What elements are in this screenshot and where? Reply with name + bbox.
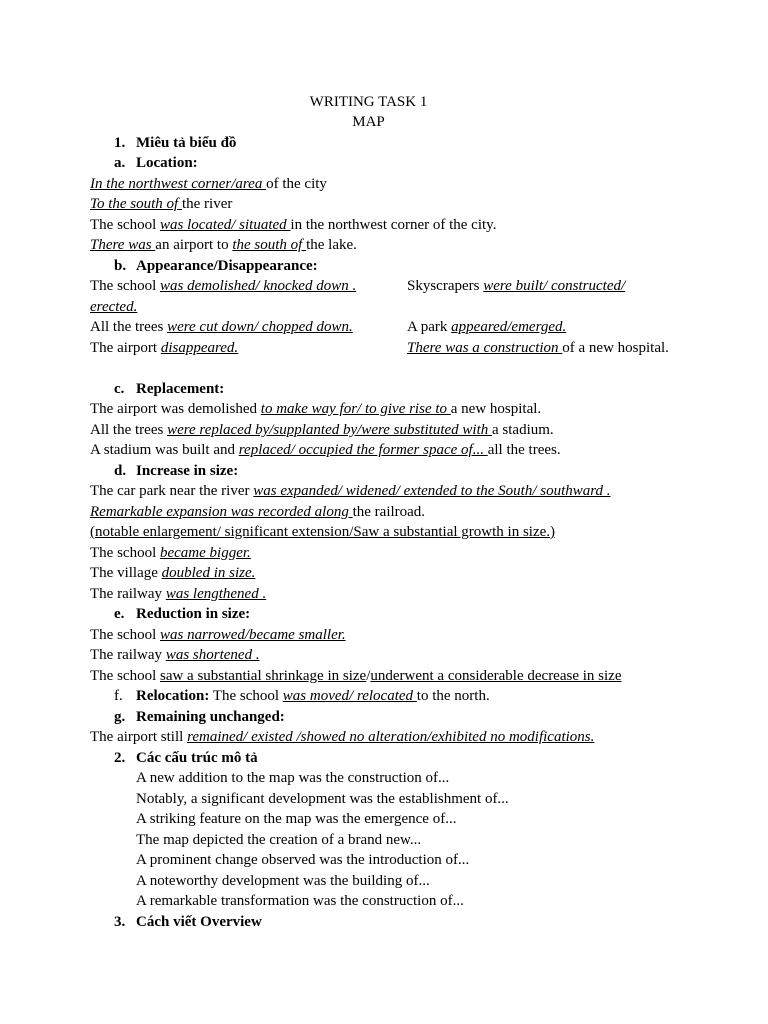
phrase: doubled in size. <box>161 565 256 581</box>
text: A stadium was built and <box>90 442 239 458</box>
text: a new hospital. <box>450 401 542 417</box>
text: the railroad. <box>352 504 426 520</box>
phrase: became bigger. <box>159 545 251 561</box>
text: Skyscrapers <box>407 278 484 294</box>
text: All the trees <box>90 422 168 438</box>
phrase: remained/ existed /showed no alteration/exhibited no modifications. <box>187 729 595 745</box>
subsection-label: Relocation: <box>136 688 210 704</box>
text-line <box>90 276 356 296</box>
section-label: Miêu tả biểu đồ <box>136 135 237 151</box>
phrase: (notable enlargement/ significant extension/Saw a substantial growth in size.) <box>90 524 556 540</box>
subsection-letter: a. <box>114 155 126 171</box>
phrase: underwent a considerable decrease in size <box>370 668 622 684</box>
subsection-letter: g. <box>114 709 126 725</box>
text-line <box>90 215 496 235</box>
section-1-heading <box>90 133 490 153</box>
subsection-e-heading <box>90 604 490 624</box>
subsection-f-line <box>90 686 590 706</box>
subsection-label: Replacement: <box>136 381 225 397</box>
phrase: was demolished/ knocked down . <box>159 278 357 294</box>
section-label: Các cấu trúc mô tả <box>136 750 258 766</box>
section-3-heading <box>90 912 490 932</box>
phrase: was located/ situated <box>159 217 291 233</box>
structure-item: The map depicted the creation of a brand new... <box>136 832 422 848</box>
text: The railway <box>90 586 166 602</box>
phrase: was moved/ relocated <box>282 688 417 704</box>
text: The car park near the river <box>90 483 254 499</box>
text: The school <box>90 627 160 643</box>
phrase: the south of <box>232 237 307 253</box>
text-line <box>90 399 541 419</box>
text-line-col2 <box>407 338 669 358</box>
text-line <box>90 235 357 255</box>
text: of a new hospital. <box>562 340 669 356</box>
text: The school <box>90 217 160 233</box>
structure-item: A remarkable transformation was the construction of... <box>136 893 464 909</box>
subsection-letter: e. <box>114 606 125 622</box>
text: A park <box>407 319 452 335</box>
relocation-text <box>136 686 490 706</box>
phrase: were replaced by/supplanted by/were substituted with <box>167 422 493 438</box>
phrase: to make way for/ to give rise to <box>260 401 451 417</box>
text: in the northwest corner of the city. <box>290 217 497 233</box>
text: The railway <box>90 647 166 663</box>
phrase: was lengthened . <box>165 586 267 602</box>
text-line <box>90 194 232 214</box>
section-number: 2. <box>114 750 126 766</box>
phrase: was narrowed/became smaller. <box>159 627 346 643</box>
text: All the trees <box>90 319 168 335</box>
text-line <box>90 625 346 645</box>
subsection-label: Increase in size: <box>136 463 239 479</box>
phrase: were cut down/ chopped down. <box>167 319 353 335</box>
text: The airport still <box>90 729 188 745</box>
text-line <box>90 645 260 665</box>
text-line <box>90 174 327 194</box>
subsection-b-heading <box>90 256 490 276</box>
text-line <box>90 543 251 563</box>
subsection-c-heading <box>90 379 490 399</box>
section-number: 1. <box>114 135 126 151</box>
phrase: disappeared. <box>160 340 239 356</box>
phrase: was shortened . <box>165 647 260 663</box>
text-line <box>90 502 425 522</box>
text-line <box>90 481 611 501</box>
doc-title-line2: MAP <box>352 114 385 130</box>
section-label: Cách viết Overview <box>136 914 262 930</box>
subsection-label: Reduction in size: <box>136 606 251 622</box>
subsection-a-heading <box>90 153 490 173</box>
text: The school <box>90 278 160 294</box>
phrase: was expanded/ widened/ extended to the South/ southward . <box>253 483 611 499</box>
structure-item: A prominent change observed was the introduction of... <box>136 852 470 868</box>
section-2-heading <box>90 748 490 768</box>
text: to the north. <box>416 688 490 704</box>
text-line <box>90 440 561 460</box>
structure-item: Notably, a significant development was the establishment of... <box>136 791 509 807</box>
phrase: Remarkable expansion was recorded along <box>90 504 353 520</box>
text-line <box>90 563 255 583</box>
section-number: 3. <box>114 914 126 930</box>
phrase: In the northwest corner/area <box>90 176 267 192</box>
text: all the trees. <box>487 442 561 458</box>
text: of the city <box>266 176 327 192</box>
text-line <box>90 317 353 337</box>
structure-item: A striking feature on the map was the emergence of... <box>136 811 457 827</box>
phrase: were built/ constructed/ <box>483 278 626 294</box>
subsection-letter: b. <box>114 258 127 274</box>
structure-item: A new addition to the map was the construction of... <box>136 770 450 786</box>
subsection-letter: c. <box>114 381 125 397</box>
phrase: erected. <box>90 299 138 315</box>
phrase: There was a construction <box>407 340 563 356</box>
text: The airport was demolished <box>90 401 261 417</box>
phrase: To the south of <box>90 196 182 212</box>
text: the river <box>181 196 233 212</box>
subsection-d-heading <box>90 461 490 481</box>
text-line <box>90 297 137 317</box>
subsection-letter: f. <box>114 688 123 704</box>
subsection-label: Location: <box>136 155 198 171</box>
text: The school <box>209 688 283 704</box>
text-line <box>90 522 555 542</box>
text: a stadium. <box>492 422 554 438</box>
phrase: replaced/ occupied the former space of... <box>238 442 488 458</box>
subsection-g-heading <box>90 707 490 727</box>
phrase: appeared/emerged. <box>451 319 567 335</box>
text-line <box>90 584 266 604</box>
text: the lake. <box>306 237 357 253</box>
text-line <box>90 666 622 686</box>
text-line <box>90 338 238 358</box>
text-line <box>90 420 554 440</box>
text-line-col2 <box>407 317 566 337</box>
subsection-letter: d. <box>114 463 127 479</box>
text: The village <box>90 565 162 581</box>
doc-title-line1: WRITING TASK 1 <box>309 94 428 110</box>
subsection-label: Remaining unchanged: <box>136 709 285 725</box>
subsection-label: Appearance/Disappearance: <box>136 258 318 274</box>
text: The airport <box>90 340 161 356</box>
text: / <box>366 668 371 684</box>
structure-item: A noteworthy development was the building of... <box>136 873 430 889</box>
phrase: There was <box>90 237 156 253</box>
text: The school <box>90 668 160 684</box>
text-line <box>90 727 594 747</box>
text: The school <box>90 545 160 561</box>
text: an airport to <box>155 237 233 253</box>
text-line-col2 <box>407 276 625 296</box>
phrase: saw a substantial shrinkage in size <box>159 668 367 684</box>
